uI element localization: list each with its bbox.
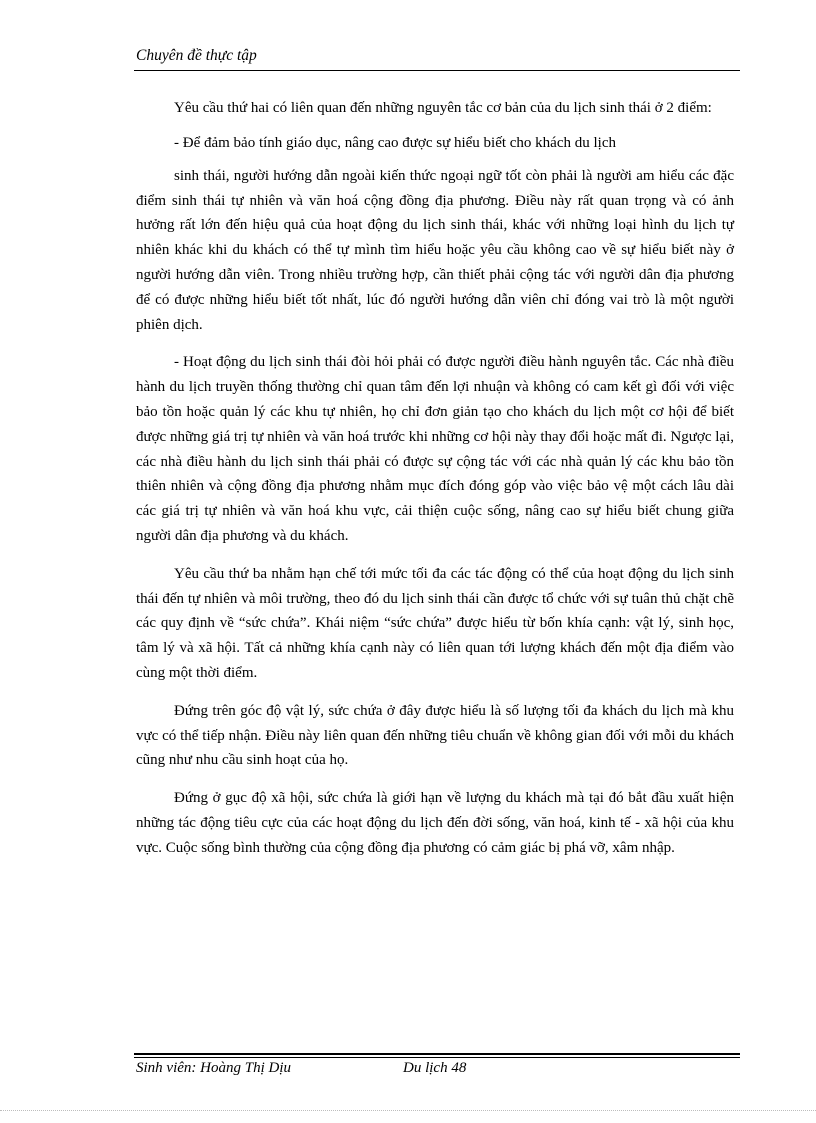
footer-divider-thin	[134, 1057, 740, 1058]
paragraph-2-continuation: sinh thái, người hướng dẫn ngoài kiến thức ngoại ngữ tốt còn phải là người am hiểu các đặc điểm sinh thái tự nhiên và văn hoá cộng đồng địa phương. Điều này rất quan trọng và có ảnh hưởng rất lớn đến hiệu quả của hoạt động du lịch sinh thái, khác với những loại hình du lịch tự nhiên khác khi du khách có thể tự mình tìm hiểu hoặc yêu cầu không cao về sự hiểu biết này ở người hướng dẫn viên. Trong nhiều trường hợp, cần thiết phải cộng tác với người dân địa phương để có được những hiểu biết tốt nhất, lúc đó người hướng dẫn viên chỉ đóng vai trò là một người phiên dịch.	[136, 167, 734, 333]
document-body	[136, 92, 734, 861]
paragraph-3-bullet: - Hoạt động du lịch sinh thái đòi hỏi phải có được người điều hành nguyên tắc. Các nhà điều hành du lịch truyền thống thường chỉ quan tâm đến lợi nhuận và không có cam kết gì đối với việc bảo tồn hoặc quản lý các khu tự nhiên, họ chỉ đơn giản tạo cho khách du lịch một cơ hội để biết được những giá trị tự nhiên và văn hoá trước khi những cơ hội này thay đổi hoặc mất đi. Ngược lại, các nhà điều hành du lịch sinh thái phải có được sự cộng tác với các nhà quản lý các khu bảo tồn thiên nhiên và cộng đồng địa phương nhằm mục đích đóng góp vào việc bảo vệ một cách lâu dài các giá trị tự nhiên và văn hoá khu vực, cải thiện cuộc sống, nâng cao sự hiểu biết chung giữa người dân địa phương và du khách.	[136, 354, 734, 544]
paragraph-6: Đứng ở gục độ xã hội, sức chứa là giới hạn về lượng du khách mà tại đó bắt đầu xuất hiện những tác động tiêu cực của các hoạt động du lịch đến đời sống, văn hoá, kinh tế - xã hội của khu vực. Cuộc sống bình thường của cộng đồng địa phương có cảm giác bị phá vỡ, xâm nhập.	[136, 790, 734, 856]
footer-divider-thick	[134, 1053, 740, 1055]
page-header-title: Chuyên đề thực tập	[136, 47, 257, 64]
footer-course: Du lịch 48	[403, 1060, 467, 1076]
paragraph-5: Đứng trên góc độ vật lý, sức chứa ở đây được hiểu là số lượng tối đa khách du lịch mà khu vực có thể tiếp nhận. Điều này liên quan đến những tiêu chuẩn về không gian đối với mỗi du khách cũng như nhu cầu sinh hoạt của họ.	[136, 702, 734, 769]
header-divider	[134, 70, 740, 71]
paragraph-4: Yêu cầu thứ ba nhằm hạn chế tới mức tối đa các tác động có thể của hoạt động du lịch sinh thái đến tự nhiên và môi trường, theo đó du lịch sinh thái cần được tổ chức với sự tuân thủ chặt chẽ các quy định về “sức chứa”. Khái niệm “sức chứa” được hiểu từ bốn khía cạnh: vật lý, sinh học, tâm lý và xã hội. Tất cả những khía cạnh này có liên quan tới lượng khách đến một địa điểm vào cùng một thời điểm.	[136, 565, 734, 681]
footer-student-name: Sinh viên: Hoàng Thị Dịu	[136, 1060, 291, 1076]
paragraph-2-bullet: - Để đảm bảo tính giáo dục, nâng cao được sự hiểu biết cho khách du lịch	[174, 135, 616, 151]
page-edge-dotted-border	[0, 1110, 816, 1111]
paragraph-1: Yêu cầu thứ hai có liên quan đến những nguyên tắc cơ bản của du lịch sinh thái ở 2 điểm:	[174, 100, 712, 116]
